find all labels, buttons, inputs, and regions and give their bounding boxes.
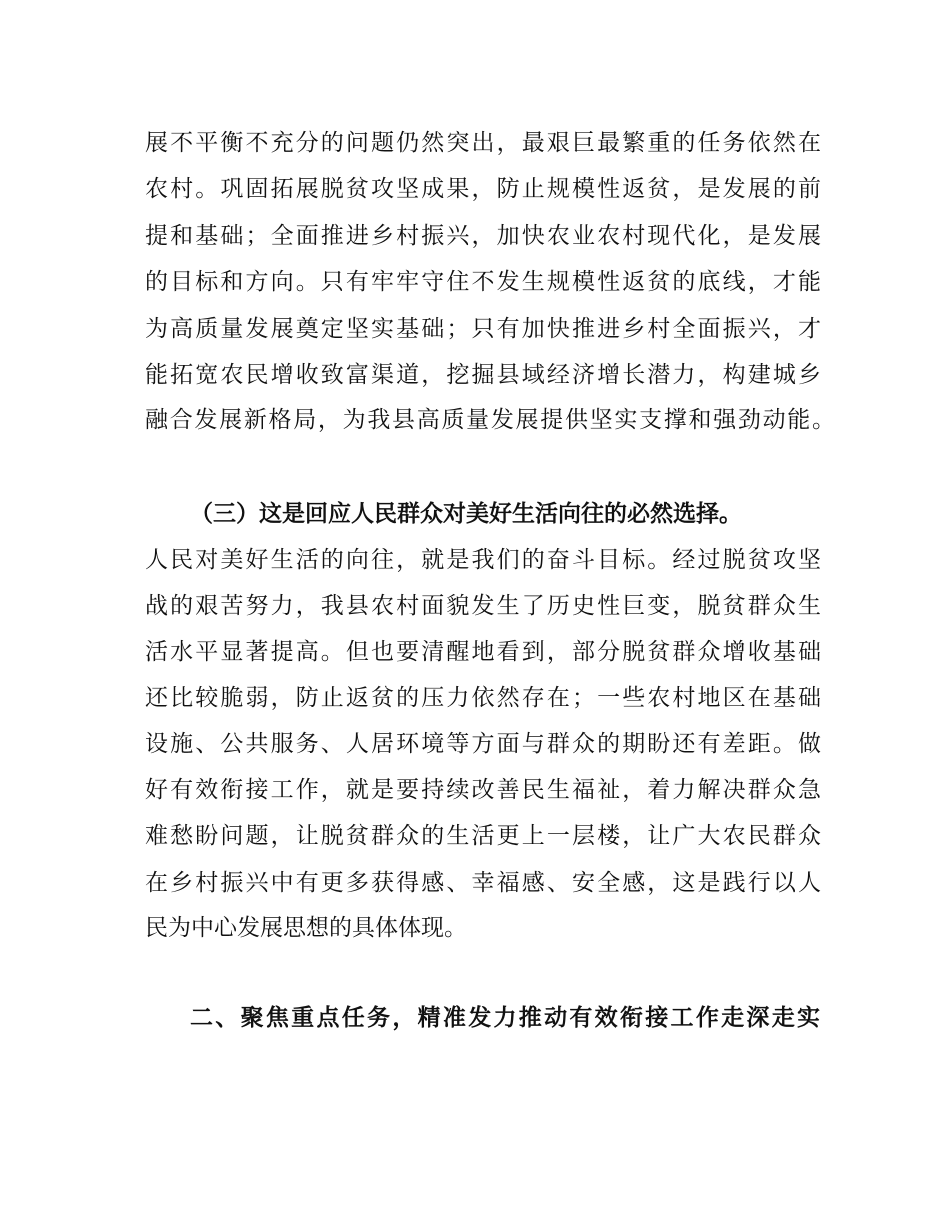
paragraph-line: 为高质量发展奠定坚实基础；只有加快推进乡村全面振兴，才 (145, 316, 821, 342)
paragraph-line: 设施、公共服务、人居环境等方面与群众的期盼还有差距。做 (145, 731, 821, 757)
paragraph-line: 的目标和方向。只有牢牢守住不发生规模性返贫的底线，才能 (145, 269, 821, 295)
paragraph-line: 活水平显著提高。但也要清醒地看到，部分脱贫群众增收基础 (145, 639, 821, 665)
paragraph-line: 展不平衡不充分的问题仍然突出，最艰巨最繁重的任务依然在 (145, 130, 821, 156)
paragraph-line: 在乡村振兴中有更多获得感、幸福感、安全感，这是践行以人 (145, 870, 821, 896)
paragraph-line: 难愁盼问题，让脱贫群众的生活更上一层楼，让广大农民群众 (145, 823, 821, 849)
paragraph-line: 还比较脆弱，防止返贫的压力依然存在；一些农村地区在基础 (145, 685, 821, 711)
section-heading: 二、聚焦重点任务，精准发力推动有效衔接工作走深走实 (190, 1005, 820, 1031)
paragraph-line: 融合发展新格局，为我县高质量发展提供坚实支撑和强劲动能。 (145, 407, 835, 433)
paragraph-line: 能拓宽农民增收致富渠道，挖掘县域经济增长潜力，构建城乡 (145, 362, 821, 388)
paragraph-line: 战的艰苦努力，我县农村面貌发生了历史性巨变，脱贫群众生 (145, 593, 821, 619)
paragraph-line: 农村。巩固拓展脱贫攻坚成果，防止规模性返贫，是发展的前 (145, 176, 821, 202)
paragraph-line: 好有效衔接工作，就是要持续改善民生福祉，着力解决群众急 (145, 777, 821, 803)
subsection-heading: （三）这是回应人民群众对美好生活向往的必然选择。 (190, 501, 742, 527)
paragraph-line: 民为中心发展思想的具体体现。 (145, 915, 467, 941)
paragraph-line: 人民对美好生活的向往，就是我们的奋斗目标。经过脱贫攻坚 (145, 547, 821, 573)
paragraph-line: 提和基础；全面推进乡村振兴，加快农业农村现代化，是发展 (145, 223, 821, 249)
